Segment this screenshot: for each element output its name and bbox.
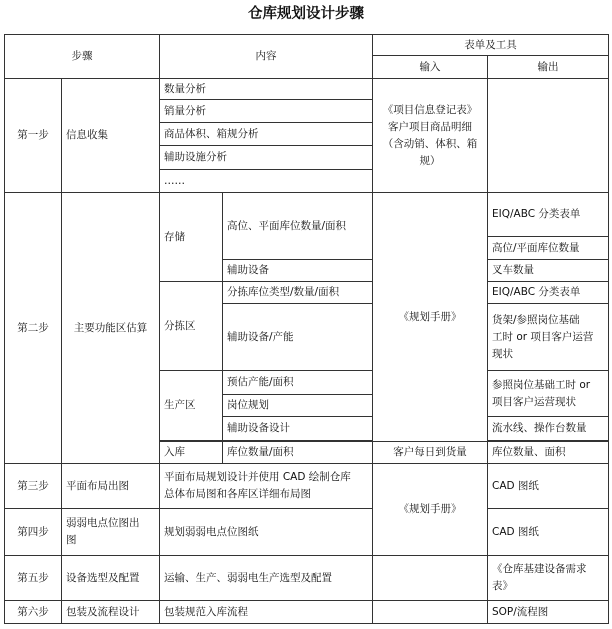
storage-content: 高位、平面库位数量/面积 (223, 193, 373, 259)
step4-number: 第四步 (5, 509, 62, 556)
sorting-output: EIQ/ABC 分类表单 (488, 282, 609, 303)
step6-number: 第六步 (5, 601, 62, 624)
step5-name: 设备选型及配置 (62, 556, 160, 601)
sorting-content: 分拣库位类型/数量/面积 (223, 282, 373, 303)
storage-output: 高位/平面库位数量 (488, 237, 609, 259)
storage-output: EIQ/ABC 分类表单 (488, 193, 609, 237)
production-content: 岗位规划 (223, 394, 373, 416)
step3-number: 第三步 (5, 464, 62, 509)
step5-number: 第五步 (5, 556, 62, 601)
header-step: 步骤 (5, 35, 160, 79)
step3-name: 平面布局出图 (62, 464, 160, 509)
header-input: 输入 (373, 56, 488, 78)
planning-steps-table (4, 34, 609, 624)
production-output: 流水线、操作台数量 (488, 417, 609, 441)
storage-content: 辅助设备 (223, 259, 373, 281)
header-output: 输出 (488, 56, 609, 78)
sorting-content: 辅助设备/产能 (223, 303, 373, 370)
storage-output: 叉车数量 (488, 259, 609, 281)
production-output: 参照岗位基础工时 or 项目客户运营现状 (488, 371, 609, 417)
steps34-input: 《规划手册》 (373, 464, 488, 556)
sorting-area: 分拣区 (160, 282, 223, 371)
step6-input (373, 601, 488, 624)
header-content: 内容 (160, 35, 373, 79)
step5-input (373, 556, 488, 601)
step1-name: 信息收集 (62, 78, 160, 193)
production-area: 生产区 (160, 371, 223, 441)
step1-item: 销量分析 (160, 100, 373, 122)
inbound-output: 库位数量、面积 (488, 441, 609, 463)
inbound-input: 客户每日到货量 (373, 441, 488, 463)
step1-item: 商品体积、箱规分析 (160, 122, 373, 146)
storage-area: 存储 (160, 193, 223, 282)
inbound-content: 库位数量/面积 (223, 441, 373, 463)
inbound-area: 入库 (160, 441, 223, 463)
step2-input: 《规划手册》 (373, 193, 488, 441)
step6-output: SOP/流程图 (488, 601, 609, 624)
step2-name: 主要功能区估算 (62, 193, 160, 464)
step1-output (488, 78, 609, 193)
step5-content: 运输、生产、弱弱电生产选型及配置 (160, 556, 373, 601)
step6-content: 包装规范入库流程 (160, 601, 373, 624)
step4-output: CAD 图纸 (488, 509, 609, 556)
step1-input: 《项目信息登记表》 客户项目商品明细 （含动销、体积、箱 规） (373, 78, 488, 193)
production-content: 预估产能/面积 (223, 371, 373, 395)
step3-content: 平面布局规划设计并使用 CAD 绘制仓库 总体布局图和各库区详细布局图 (160, 464, 373, 509)
step3-output: CAD 图纸 (488, 464, 609, 509)
production-content: 辅助设备设计 (223, 417, 373, 441)
step1-item: …… (160, 169, 373, 193)
page-title: 仓库规划设计步骤 (248, 6, 364, 22)
step4-content: 规划弱弱电点位图纸 (160, 509, 373, 556)
step2-number: 第二步 (5, 193, 62, 464)
step4-name: 弱弱电点位图出 图 (62, 509, 160, 556)
step1-item: 数量分析 (160, 78, 373, 99)
step1-number: 第一步 (5, 78, 62, 193)
step6-name: 包装及流程设计 (62, 601, 160, 624)
header-forms-tools: 表单及工具 (373, 35, 609, 56)
sorting-output: 货架/参照岗位基础 工时 or 项目客户运营 现状 (488, 303, 609, 370)
step5-output: 《仓库基建设备需求 表》 (488, 556, 609, 601)
step1-item: 辅助设施分析 (160, 146, 373, 170)
